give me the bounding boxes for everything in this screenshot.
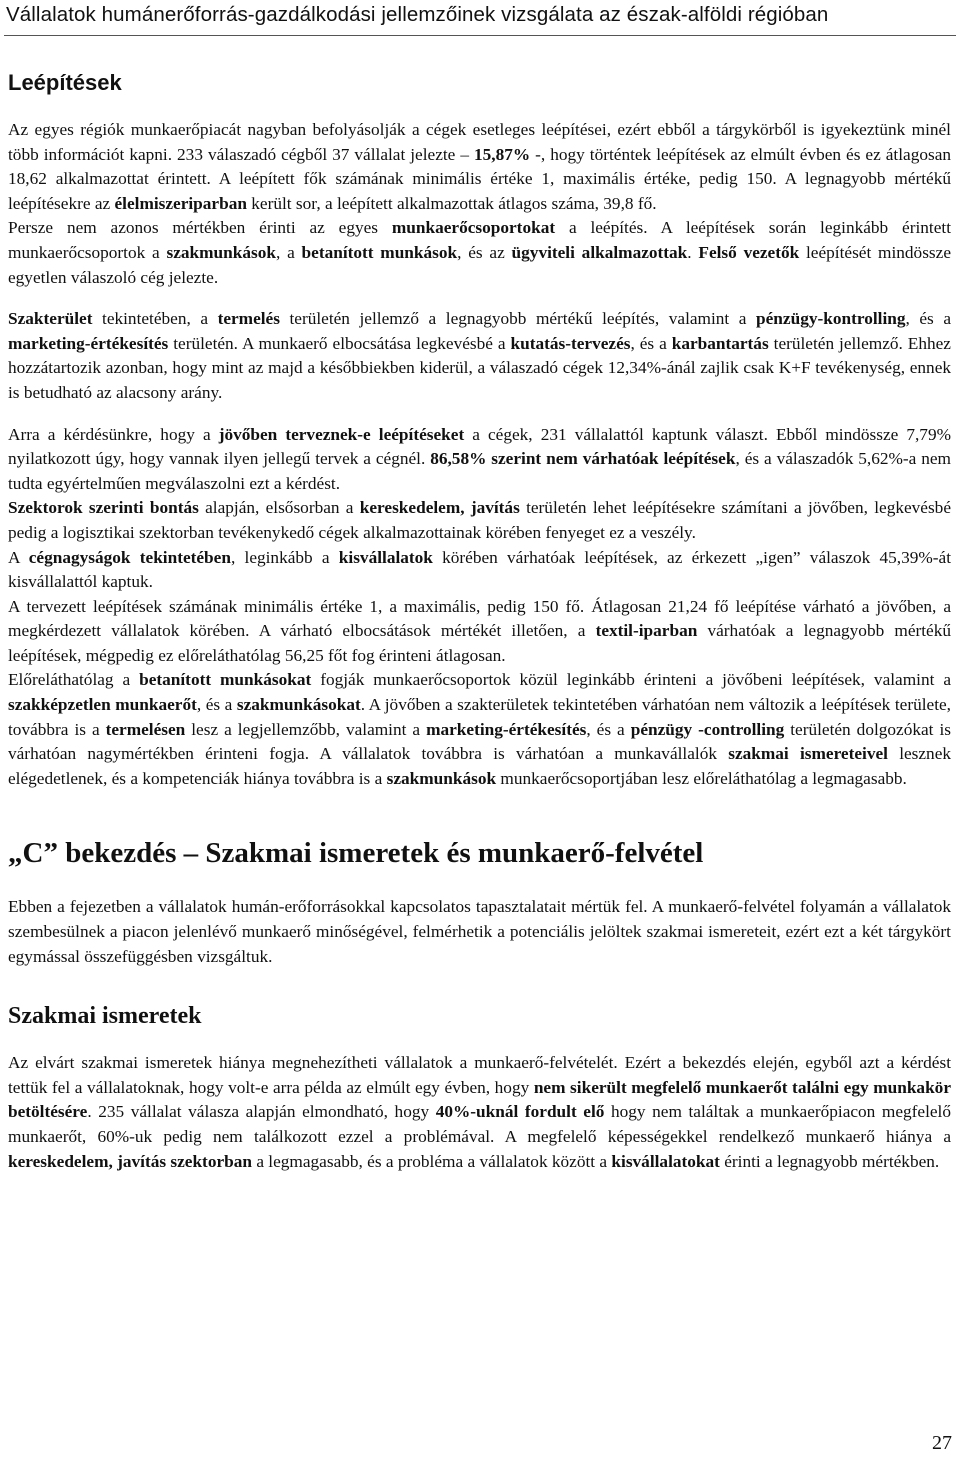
spacer: [8, 791, 951, 833]
paragraph-munkaerocsoportok: Persze nem azonos mértékben érinti az egyes munkaerőcsoportokat a leépítés. A leépítések során leginkább érintett munkaerőcsoportok a szakmunkások, a betanított munkások, és az ügyviteli alkalmazottak. Felső vezetők leépítését mindössze egyetlen válaszoló cég jelezte.: [8, 218, 951, 287]
paragraph-szakmai-ismeretek: Az elvárt szakmai ismeretek hiánya megnehezítheti vállalatok a munkaerő-felvételét. Ezért a bekezdés elején, egyből azt a kérdést tettük fel a vállalatoknak, hogy volt-e arra példa az elmúlt egy évben, hogy nem sikerült megfelelő munkaerőt találni egy munkakör betöltésére. 235 vállalat válasza alapján elmondható, hogy 40%-uknál fordult elő hogy nem találtak a munkaerőpiacon megfelelő munkaerőt, 60%-uk pedig nem találkozott ezzel a problémával. A megfelelő képességekkel rendelkező munkaerő hiánya a kereskedelem, javítás szektorban a legmagasabb, és a probléma a vállalatok között a kisvállalatokat érinti a legnagyobb mértékben.: [8, 1053, 951, 1171]
paragraph-jovobeni-leepitesek: Arra a kérdésünkre, hogy a jövőben terveznek-e leépítéseket a cégek, 231 vállalattól kaptunk választ. Ebből mindössze 7,79% nyilatkozott úgy, hogy vannak ilyen jellegű tervek a cégnél. 86,58% szerint nem várhatóak leépítések, és a válaszadók 5,62%-a nem tudta egyértelműen megválaszolni ezt a kérdést.: [8, 424, 951, 493]
paragraph-tervezett-leepitesek: A tervezett leépítések számának minimális értéke 1, a maximális, pedig 150 fő. Átlagosan 21,24 fő leépítése várható a jövőben, a megkérdezett vállalatok körében. A várható elbocsátások mértékét illetően, a textil-iparban várhatóak a legnagyobb mértékű leépítések, mégpedig ez előreláthatólag 56,25 főt fog érinteni átlagosan.: [8, 596, 952, 665]
paragraph-chapter-intro: Ebben a fejezetben a vállalatok humán-erőforrásokkal kapcsolatos tapasztalatait mértük fel. A munkaerő-felvétel folyamán a vállalatok szembesülnek a piacon jelenlévő munkaerő minőségével, felmérhetik a potenciális jelöltek szakmai ismereteit, ezért ezt a két tárgykört egymással összefüggésben vizsgáltuk.: [8, 897, 951, 966]
paragraph-cegnagysag: A cégnagyságok tekintetében, leginkább a kisvállalatok körében várhatóak leépítések, az érkezett „igen” válaszok 45,39%-át kisvállalattól kaptuk.: [8, 547, 951, 592]
paragraph-szektorok: Szektorok szerinti bontás alapján, elsősorban a kereskedelem, javítás területén lehet leépítésekre számítani a jövőben, legkevésbé pedig a logisztikai szektorban tevékenykedő cégek alkalmazottainak körében fenyeget ez a veszély.: [8, 498, 951, 542]
running-header: Vállalatok humánerőforrás-gazdálkodási jellemzőinek vizsgálata az észak-alföldi régióban: [6, 3, 829, 26]
spacer: [8, 290, 951, 307]
spacer: [8, 406, 951, 423]
paragraph-leepitesek-intro: Az egyes régiók munkaerőpiacát nagyban befolyásolják a cégek esetleges leépítései, ezért ebből a tárgykörből is igyekeztünk minél több információt kapni. 233 válaszadó cégből 37 vállalat jelezte – 15,87% -, hogy történtek leépítések az elmúlt évben és ez átlagosan 18,62 alkalmazottat érintett. A leépített fők számának minimális értéke 1, maximális értéke, pedig 150. A legnagyobb mértékű leépítésekre az élelmiszeriparban került sor, a leépített alkalmazottak átlagos száma, 39,8 fő.: [8, 120, 952, 213]
spacer: [8, 1033, 951, 1051]
page-number: 27: [932, 1432, 952, 1454]
chapter-heading: „C” bekezdés – Szakmai ismeretek és munkaerő-felvétel: [8, 837, 704, 870]
section-heading: Leépítések: [8, 70, 122, 95]
paragraph-elorelathatolag: Előreláthatólag a betanított munkásokat fogják munkaerőcsoportok közül leginkább érinteni a jövőbeni leépítések, valamint a szakképzetlen munkaerőt, és a szakmunkásokat. A jövőben a szakterületek tekintetében várhatóan nem változik a leépítések területe, továbbra is a termelésen lesz a legjellemzőbb, valamint a marketing-értékesítés, és a pénzügy -controlling területén dolgozókat is várhatóan nagymértékben érinteni fogja. A vállalatok továbbra is várhatóan a munkavállalók szakmai ismereteivel lesznek elégedetlenek, és a kompetenciák hiánya továbbra is a szakmunkások munkaerőcsoportjában lesz előreláthatólag a legmagasabb.: [8, 670, 952, 788]
page-body: [8, 66, 951, 1174]
paragraph-szakterulet: Szakterület tekintetében, a termelés területén jellemző a legnagyobb mértékű leépítés, valamint a pénzügy-kontrolling, és a marketing-értékesítés területén. A munkaerő elbocsátása legkevésbé a kutatás-tervezés, és a karbantartás területén jellemző. Ehhez hozzátartozik azonban, hogy mint az majd a későbbiekben kiderül, a válaszadó cégek 12,34%-ánál zajlik csak K+F tevékenység, ennek is betudható az alacsony arány.: [8, 309, 951, 402]
spacer: [8, 969, 951, 999]
spacer: [8, 873, 951, 895]
header-divider: [4, 35, 956, 36]
subsection-heading: Szakmai ismeretek: [8, 1003, 202, 1030]
